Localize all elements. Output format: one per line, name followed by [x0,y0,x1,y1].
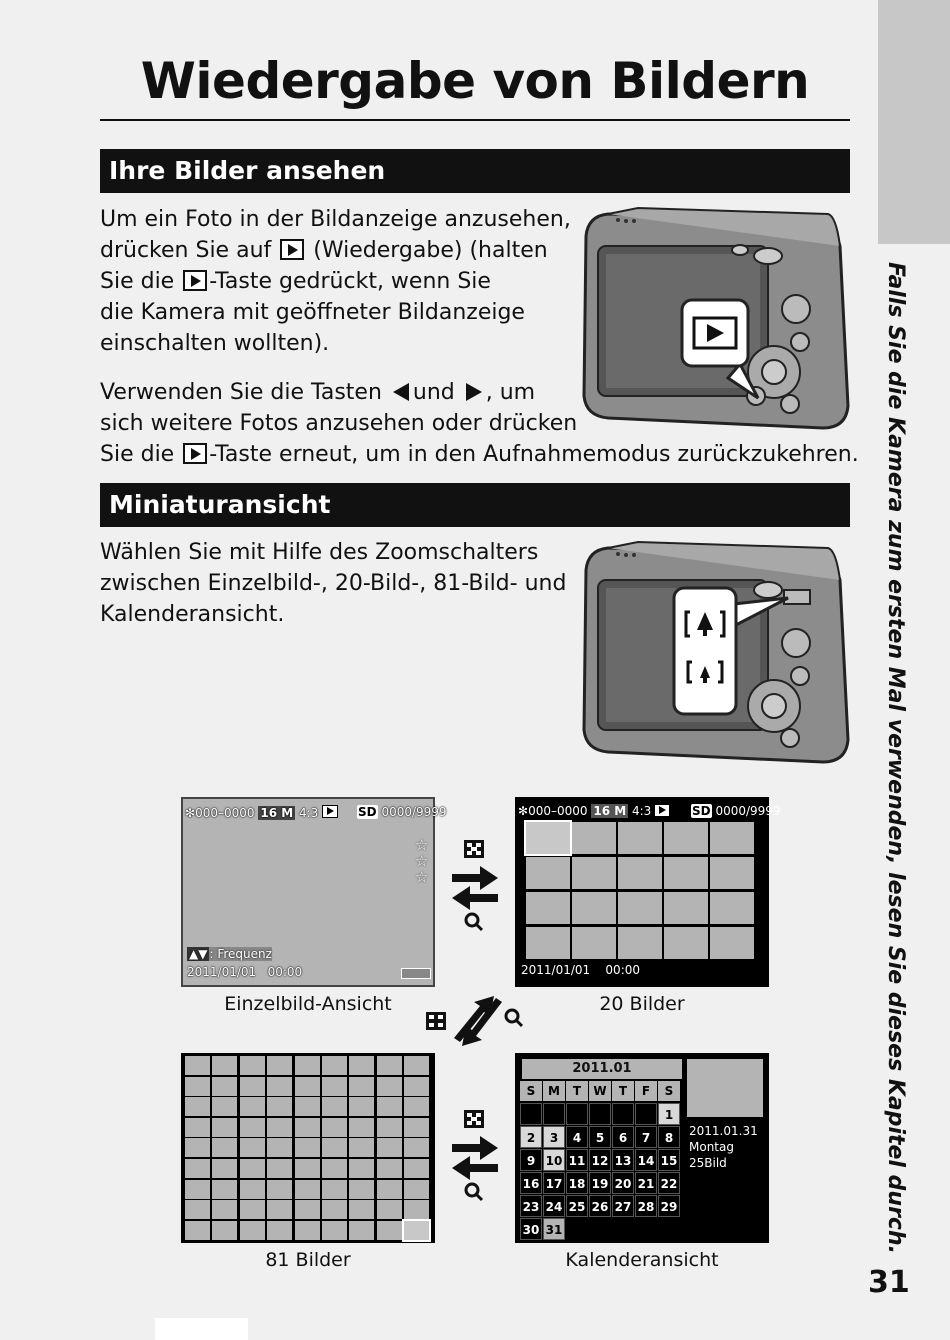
calendar-weekday: T [566,1081,588,1101]
thumbnail[interactable] [295,1221,320,1240]
thumbnail[interactable] [404,1097,429,1116]
thumbnail[interactable] [185,1118,210,1137]
thumbnail[interactable] [349,1097,374,1116]
thumbnail[interactable] [526,927,570,959]
calendar-weekday: T [612,1081,634,1101]
calendar-day[interactable]: 3 [543,1126,565,1148]
calendar-day[interactable]: 9 [520,1149,542,1171]
thumbnail[interactable] [240,1056,265,1075]
title-rule [100,119,850,121]
thumbnail[interactable] [295,1077,320,1096]
thumbnail[interactable] [267,1097,292,1116]
sd-card-icon: SD [358,805,377,819]
calendar-day[interactable]: 2 [520,1126,542,1148]
calendar-day[interactable]: 24 [543,1195,565,1217]
thumbnail[interactable] [267,1180,292,1199]
thumbnail[interactable] [267,1221,292,1240]
thumbnail[interactable] [618,892,662,924]
thumbnail[interactable] [212,1077,237,1096]
thumbnail[interactable] [212,1159,237,1178]
thumbnail[interactable] [572,857,616,889]
image-counter: 0000/9999 [381,805,447,819]
thumbnail[interactable] [377,1056,402,1075]
thumbnail[interactable] [404,1138,429,1157]
thumbnail[interactable] [185,1056,210,1075]
thumbnail[interactable] [267,1138,292,1157]
side-tab-text: Falls Sie die Kamera zum ersten Mal verwenden, lesen Sie dieses Kapitel durch. [883,262,908,1254]
calendar-weekday: M [543,1081,565,1101]
thumbnail[interactable] [349,1118,374,1137]
thumbnail[interactable] [322,1221,347,1240]
side-tab [878,0,950,244]
thumbnail[interactable] [377,1077,402,1096]
thumbnail[interactable] [664,892,708,924]
calendar-day[interactable]: 26 [589,1195,611,1217]
thumbnail[interactable] [185,1159,210,1178]
calendar-empty-cell [635,1103,657,1125]
thumbnail[interactable] [295,1180,320,1199]
thumbnail[interactable] [710,857,754,889]
scan-mark [155,1318,248,1340]
thumbnail[interactable] [295,1138,320,1157]
thumbnail[interactable] [322,1200,347,1219]
calendar-day[interactable]: 13 [612,1149,634,1171]
calendar-preview-thumbnail [687,1059,763,1117]
thumbnail[interactable] [212,1097,237,1116]
play-button-icon [183,270,207,291]
thumbnail[interactable] [572,927,616,959]
calendar-empty-cell [566,1103,588,1125]
section-heading-bilder-ansehen: Ihre Bilder ansehen [100,149,850,193]
thumbnail[interactable] [240,1180,265,1199]
thumbnail[interactable] [267,1159,292,1178]
calendar-day[interactable]: 11 [566,1149,588,1171]
thumbnail[interactable] [349,1138,374,1157]
calendar-day[interactable]: 15 [658,1149,680,1171]
thumbnail[interactable] [240,1118,265,1137]
thumbnail[interactable] [240,1097,265,1116]
calendar-day[interactable]: 12 [589,1149,611,1171]
calendar-day[interactable]: 5 [589,1126,611,1148]
thumbnail[interactable] [377,1097,402,1116]
calendar-day[interactable]: 30 [520,1218,542,1240]
thumbnail[interactable] [710,822,754,854]
calendar-day[interactable]: 10 [543,1149,565,1171]
thumbnail[interactable] [185,1097,210,1116]
right-arrow-icon [466,383,482,401]
thumbnail[interactable] [349,1200,374,1219]
thumbnail[interactable] [322,1097,347,1116]
thumbnail[interactable] [572,892,616,924]
aspect-ratio: 4:3 [632,804,652,818]
aspect-ratio: 4:3 [299,806,319,820]
thumbnail[interactable] [185,1138,210,1157]
thumbnail[interactable] [322,1138,347,1157]
calendar-empty-cell [589,1103,611,1125]
calendar-day[interactable]: 21 [635,1172,657,1194]
thumbnail[interactable] [185,1221,210,1240]
frequency-hint: ▲▼ : Frequenz [189,947,272,961]
thumbnail[interactable] [664,822,708,854]
thumbnail[interactable] [212,1138,237,1157]
thumbnail[interactable] [322,1159,347,1178]
thumbnail[interactable] [404,1200,429,1219]
rating-stars-icon: ☆ ☆ ☆ [415,836,429,886]
up-down-icon: ▲▼ [189,947,208,961]
thumbnail[interactable] [404,1180,429,1199]
calendar-day[interactable]: 27 [612,1195,634,1217]
section1-paragraph1: Um ein Foto in der Bildanzeige anzusehen, drücken Sie auf (Wiedergabe) (halten Sie die -Taste gedrückt, wenn Sie die Kamera mit geöffneter Bildanzeige einschalten wollten). [100,207,571,356]
thumbnail[interactable] [240,1138,265,1157]
thumbnail[interactable] [295,1097,320,1116]
date-time: 2011/01/01 00:00 [187,965,303,979]
thumbnail[interactable] [240,1200,265,1219]
calendar-day[interactable]: 18 [566,1172,588,1194]
play-button-icon [280,239,304,260]
page-number: 31 [868,1265,910,1300]
caption-kalenderansicht: Kalenderansicht [565,1249,719,1271]
thumbnail[interactable] [377,1180,402,1199]
play-mode-icon [322,805,338,818]
image-counter: 0000/9999 [715,804,781,818]
caption-20-bilder: 20 Bilder [599,993,685,1015]
camera-zoom-illustration [578,540,854,766]
caption-einzelbild: Einzelbild-Ansicht [224,993,392,1015]
thumbnail[interactable] [267,1118,292,1137]
thumbnail[interactable] [349,1221,374,1240]
calendar-day[interactable]: 29 [658,1195,680,1217]
calendar-weekday: S [658,1081,680,1101]
twenty-image-screen: ✻000–0000 16 M 4:3 SD 0000/9999 2011/01/01 00:00 [515,797,769,987]
thumbnail[interactable] [295,1056,320,1075]
calendar-day[interactable]: 17 [543,1172,565,1194]
calendar-day[interactable]: 8 [658,1126,680,1148]
thumbnail[interactable] [572,822,616,854]
camera-play-illustration [578,206,854,434]
thumbnail[interactable] [185,1200,210,1219]
thumbnail[interactable] [404,1221,429,1240]
thumbnail[interactable] [212,1221,237,1240]
thumbnail-view-icon [426,1012,446,1030]
thumbnail[interactable] [240,1077,265,1096]
calendar-weekday: F [635,1081,657,1101]
thumbnail[interactable] [322,1056,347,1075]
play-button-icon [183,443,207,464]
calendar-screen [515,1053,769,1243]
thumbnail[interactable] [526,892,570,924]
calendar-day[interactable]: 14 [635,1149,657,1171]
section1-paragraph2: Verwenden Sie die Tasten und , um sich weitere Fotos anzusehen oder drücken Sie die -Taste erneut, um in den Aufnahmemodus zurückzukehren. [100,380,859,467]
thumbnail[interactable] [377,1159,402,1178]
image-size-badge: 16 M [260,806,294,820]
zoom-arrows-top [450,838,500,934]
thumbnail[interactable] [618,822,662,854]
thumbnail[interactable] [240,1159,265,1178]
calendar-month: 2011.01 [522,1059,682,1079]
thumbnail[interactable] [295,1118,320,1137]
calendar-day[interactable]: 16 [520,1172,542,1194]
page-title: Wiedergabe von Bildern [140,52,810,110]
calendar-empty-cell [612,1103,634,1125]
calendar-day[interactable]: 19 [589,1172,611,1194]
thumbnail[interactable] [322,1077,347,1096]
thumbnail[interactable] [322,1180,347,1199]
section2-paragraph: Wählen Sie mit Hilfe des Zoomschalters zwischen Einzelbild-, 20-Bild-, 81-Bild- und Kalenderansicht. [100,540,567,627]
caption-81-bilder: 81 Bilder [265,1249,351,1271]
magnify-icon [506,1010,522,1026]
zoom-arrows-diagonal [424,994,530,1048]
section-heading-miniaturansicht: Miniaturansicht [100,483,850,527]
calendar-day[interactable]: 4 [566,1126,588,1148]
thumbnail[interactable] [349,1056,374,1075]
calendar-day[interactable]: 25 [566,1195,588,1217]
left-arrow-icon [393,383,409,401]
thumbnail[interactable] [377,1221,402,1240]
magnify-icon [466,914,482,930]
thumbnail[interactable] [185,1180,210,1199]
single-image-screen: ✻000–0000 16 M 4:3 SD 0000/9999 ☆ ☆ ☆ ▲▼ : Frequenz 2011/01/01 00:00 [181,797,435,987]
thumbnail[interactable] [618,927,662,959]
thumbnail[interactable] [267,1056,292,1075]
thumbnail[interactable] [349,1159,374,1178]
calendar-weekday: S [520,1081,542,1101]
calendar-day[interactable]: 28 [635,1195,657,1217]
thumbnail[interactable] [295,1200,320,1219]
thumbnail[interactable] [404,1077,429,1096]
eightyone-image-screen [181,1053,435,1243]
play-mode-icon [655,805,669,816]
thumbnail[interactable] [212,1180,237,1199]
calendar-day[interactable]: 22 [658,1172,680,1194]
calendar-empty-cell [543,1103,565,1125]
thumbnail[interactable] [710,927,754,959]
file-number: 000–0000 [528,804,588,818]
thumbnail[interactable] [240,1221,265,1240]
thumbnail[interactable] [349,1180,374,1199]
thumbnail[interactable] [404,1118,429,1137]
sd-card-icon: SD [692,804,711,818]
thumbnail[interactable] [404,1159,429,1178]
file-number: 000–0000 [195,806,255,820]
calendar-day[interactable]: 1 [658,1103,680,1125]
thumbnail[interactable] [526,822,570,854]
calendar-weekday: W [589,1081,611,1101]
thumbnail-view-icon [464,1110,484,1128]
thumbnail[interactable] [322,1118,347,1137]
zoom-arrows-bottom [450,1108,500,1204]
calendar-day[interactable]: 23 [520,1195,542,1217]
thumbnail-view-icon [464,840,484,858]
thumbnail[interactable] [710,892,754,924]
thumbnail[interactable] [212,1200,237,1219]
thumbnail[interactable] [377,1118,402,1137]
calendar-info: 2011.01.31 Montag 25Bild [689,1124,758,1170]
thumbnail[interactable] [212,1118,237,1137]
thumbnail[interactable] [212,1056,237,1075]
thumbnail[interactable] [267,1077,292,1096]
thumbnail[interactable] [377,1200,402,1219]
date-time: 2011/01/01 00:00 [521,963,641,977]
image-size-badge: 16 M [593,804,627,818]
calendar-empty-cell [520,1103,542,1125]
calendar-day[interactable]: 7 [635,1126,657,1148]
thumbnail[interactable] [267,1200,292,1219]
thumbnail[interactable] [295,1159,320,1178]
thumbnail[interactable] [185,1077,210,1096]
thumbnail[interactable] [664,927,708,959]
calendar-day[interactable]: 31 [543,1218,565,1240]
thumbnail[interactable] [404,1056,429,1075]
calendar-day[interactable]: 6 [612,1126,634,1148]
calendar-day[interactable]: 20 [612,1172,634,1194]
magnify-icon [466,1184,482,1200]
thumbnail[interactable] [664,857,708,889]
thumbnail[interactable] [526,857,570,889]
battery-icon [401,968,431,979]
thumbnail[interactable] [349,1077,374,1096]
thumbnail[interactable] [377,1138,402,1157]
thumbnail[interactable] [618,857,662,889]
